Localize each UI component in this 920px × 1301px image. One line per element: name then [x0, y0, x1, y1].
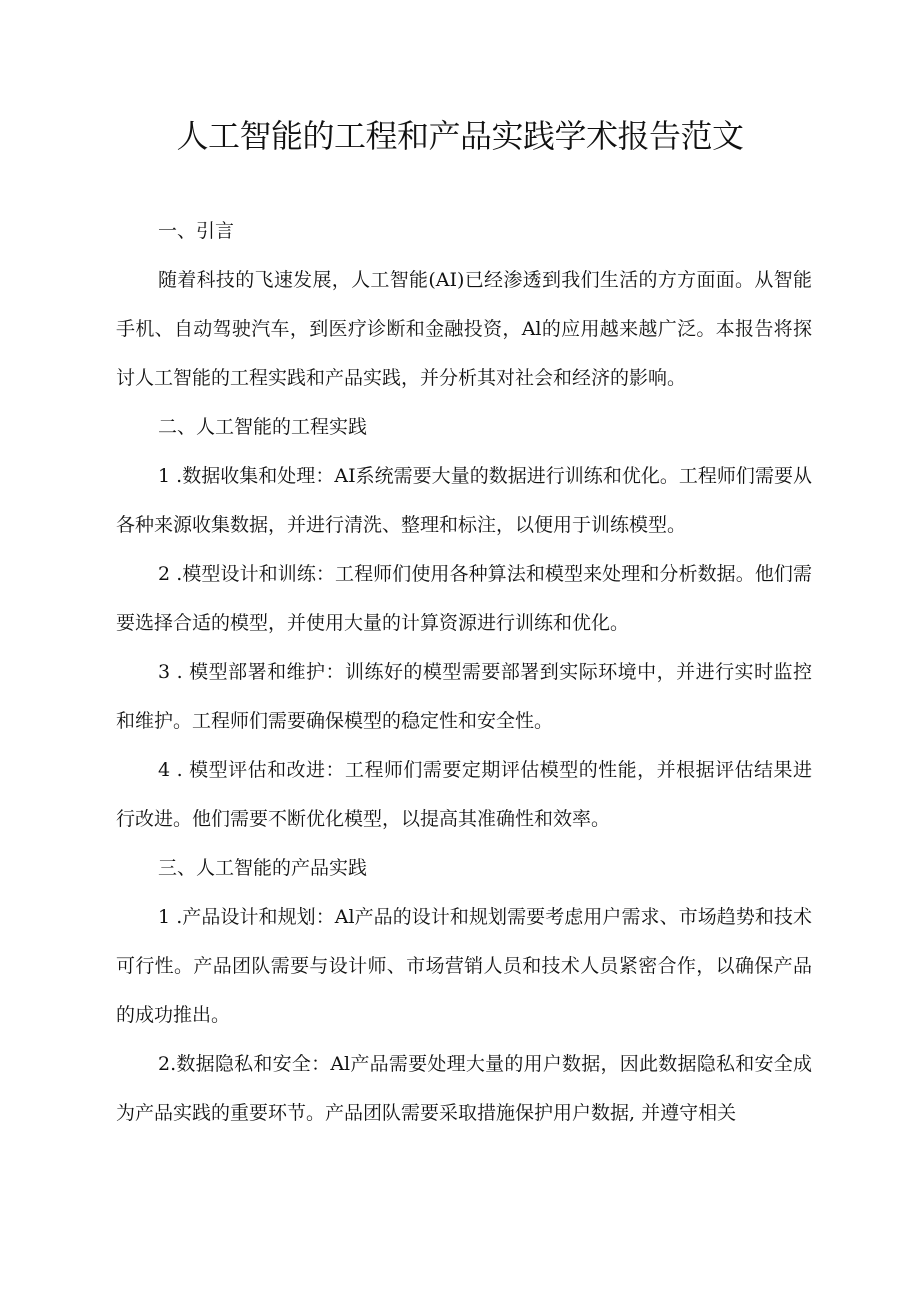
paragraph-engineering-3: 3 . 模型部署和维护：训练好的模型需要部署到实际环境中，并进行实时监控和维护。工程师们需要确保模型的稳定性和安全性。: [116, 661, 812, 732]
paragraph-engineering-4: 4 . 模型评估和改进：工程师们需要定期评估模型的性能，并根据评估结果进行改进。他们需要不断优化模型，以提高其准确性和效率。: [116, 759, 812, 830]
paragraph-product-2: 2.数据隐私和安全：Al产品需要处理大量的用户数据，因此数据隐私和安全成为产品实践的重要环节。产品团队需要采取措施保护用户数据, 并遵守相关: [116, 1053, 812, 1124]
document-title: 人工智能的工程和产品实践学术报告范文: [176, 117, 744, 155]
paragraph-engineering-1: 1 .数据收集和处理：AI系统需要大量的数据进行训练和优化。工程师们需要从各种来源收集数据，并进行清洗、整理和标注，以便用于训练模型。: [116, 465, 812, 536]
document-body: [116, 207, 812, 1138]
paragraph-introduction: 随着科技的飞速发展，人工智能(AI)已经渗透到我们生活的方方面面。从智能手机、自动驾驶汽车，到医疗诊断和金融投资，Al的应用越来越广泛。本报告将探讨人工智能的工程实践和产品实践，并分析其对社会和经济的影响。: [116, 269, 812, 389]
paragraph-product-1: 1 .产品设计和规划：Al产品的设计和规划需要考虑用户需求、市场趋势和技术可行性。产品团队需要与设计师、市场营销人员和技术人员紧密合作，以确保产品的成功推出。: [116, 906, 812, 1026]
section-heading-introduction: 一、引言: [158, 220, 235, 242]
section-heading-engineering-practice: 二、人工智能的工程实践: [158, 416, 368, 438]
paragraph-engineering-2: 2 .模型设计和训练：工程师们使用各种算法和模型来处理和分析数据。他们需要选择合适的模型，并使用大量的计算资源进行训练和优化。: [116, 563, 812, 634]
section-heading-product-practice: 三、人工智能的产品实践: [158, 857, 368, 879]
